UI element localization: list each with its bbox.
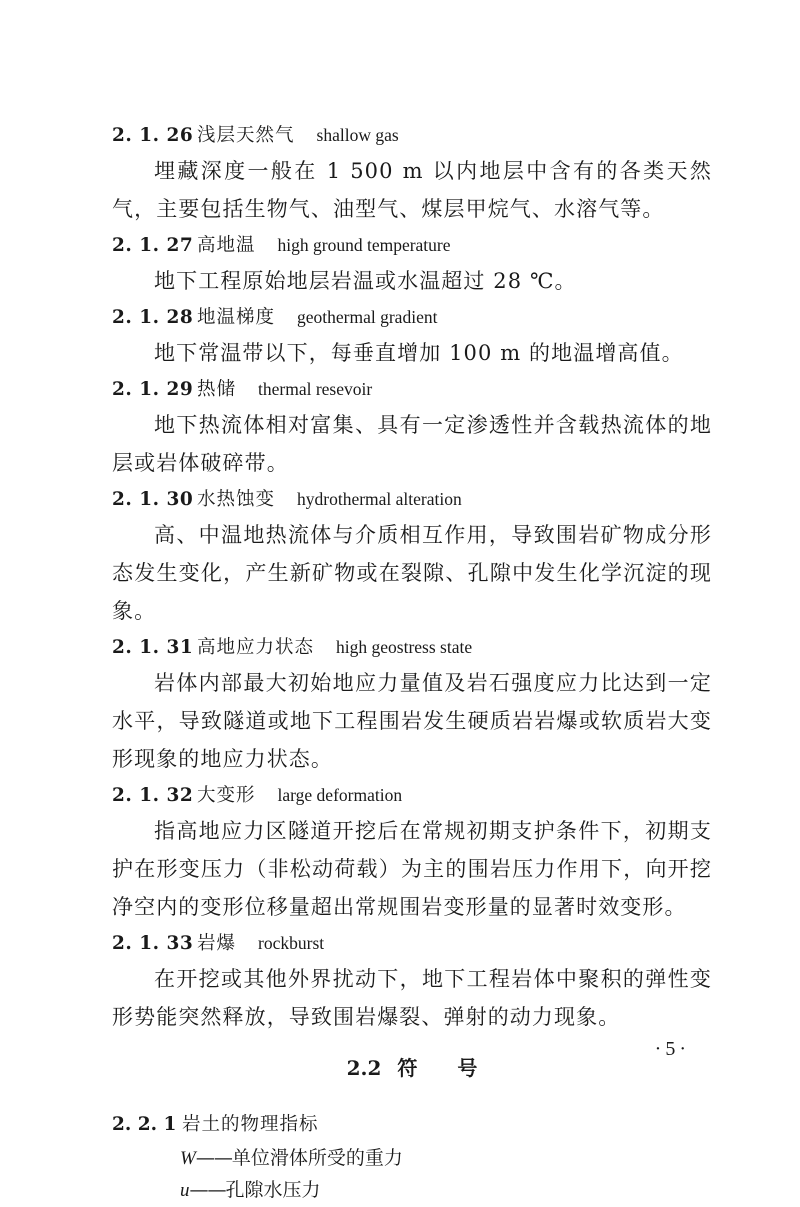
term-heading [112,482,712,516]
term-definition: 地下工程原始地层岩温或水温超过 28 ℃。 [154,269,577,293]
symbol-dash: —— [189,1179,226,1201]
term-heading [112,372,712,406]
term-number: 2. 1. 29 [112,379,194,400]
term-english: geothermal gradient [297,307,438,327]
symbol-entry [112,1174,712,1206]
term-english: high ground temperature [277,235,451,255]
symbol: W [180,1148,196,1169]
term-english: large deformation [277,785,403,805]
term-heading [112,118,712,152]
term-english: hydrothermal alteration [297,489,462,509]
term-definition: 埋藏深度一般在 1 500 m 以内地层中含有的各类天然气，主要包括生物气、油型气、煤层甲烷气、水溶气等。 [112,159,712,221]
term-chinese: 热储 [197,379,237,400]
subsection-number: 2. 2. 1 [112,1114,177,1135]
symbol-description: 单位滑体所受的重力 [231,1147,403,1169]
term-number: 2. 1. 27 [112,235,194,256]
term-english: rockburst [258,933,325,953]
subsection-heading [112,1108,712,1142]
term-chinese: 高地温 [197,235,256,256]
term-chinese: 浅层天然气 [197,125,295,146]
term-entry [112,630,712,778]
term-chinese: 大变形 [197,785,256,806]
term-definition: 指高地应力区隧道开挖后在常规初期支护条件下，初期支护在形变压力（非松动荷载）为主的围岩压力作用下，向开挖净空内的变形位移量超出常规围岩变形量的显著时效变形。 [112,819,712,919]
term-definition: 高、中温地热流体与介质相互作用，导致围岩矿物成分形态发生变化，产生新矿物或在裂隙、孔隙中发生化学沉淀的现象。 [112,523,712,623]
term-heading [112,300,712,334]
term-english: high geostress state [336,637,473,657]
term-entry [112,372,712,482]
term-number: 2. 1. 30 [112,489,194,510]
term-number: 2. 1. 28 [112,307,194,328]
section-number: 2.2 [346,1056,382,1080]
term-number: 2. 1. 33 [112,933,194,954]
term-heading [112,778,712,812]
term-chinese: 高地应力状态 [197,637,315,658]
term-english: shallow gas [316,125,399,145]
term-definition: 地下常温带以下，每垂直增加 100 m 的地温增高值。 [154,341,684,365]
term-entry [112,300,712,372]
term-entry [112,228,712,300]
term-number: 2. 1. 31 [112,637,194,658]
symbol-dash: —— [195,1147,232,1169]
term-heading [112,228,712,262]
section-title: 符号 [397,1056,518,1080]
document-body [112,118,712,1206]
term-heading [112,630,712,664]
term-number: 2. 1. 32 [112,785,194,806]
page-number: ·5· [654,1038,690,1060]
symbol-entry [112,1142,712,1174]
term-chinese: 地温梯度 [197,307,276,328]
term-definition: 地下热流体相对富集、具有一定渗透性并含载热流体的地层或岩体破碎带。 [112,413,712,475]
term-entry [112,118,712,228]
term-number: 2. 1. 26 [112,125,194,146]
term-definition: 在开挖或其他外界扰动下，地下工程岩体中聚积的弹性变形势能突然释放，导致围岩爆裂、弹射的动力现象。 [112,967,712,1029]
term-chinese: 水热蚀变 [197,489,276,510]
term-chinese: 岩爆 [197,933,237,954]
section-heading [112,1050,712,1086]
symbol: u [180,1180,190,1201]
symbol-description: 孔隙水压力 [225,1179,321,1201]
term-heading [112,926,712,960]
term-entry [112,926,712,1036]
term-entry [112,778,712,926]
subsection-title: 岩土的物理指标 [182,1114,319,1135]
term-definition: 岩体内部最大初始地应力量值及岩石强度应力比达到一定水平，导致隧道或地下工程围岩发生硬质岩岩爆或软质岩大变形现象的地应力状态。 [112,671,712,771]
term-entry [112,482,712,630]
term-english: thermal resevoir [258,379,373,399]
